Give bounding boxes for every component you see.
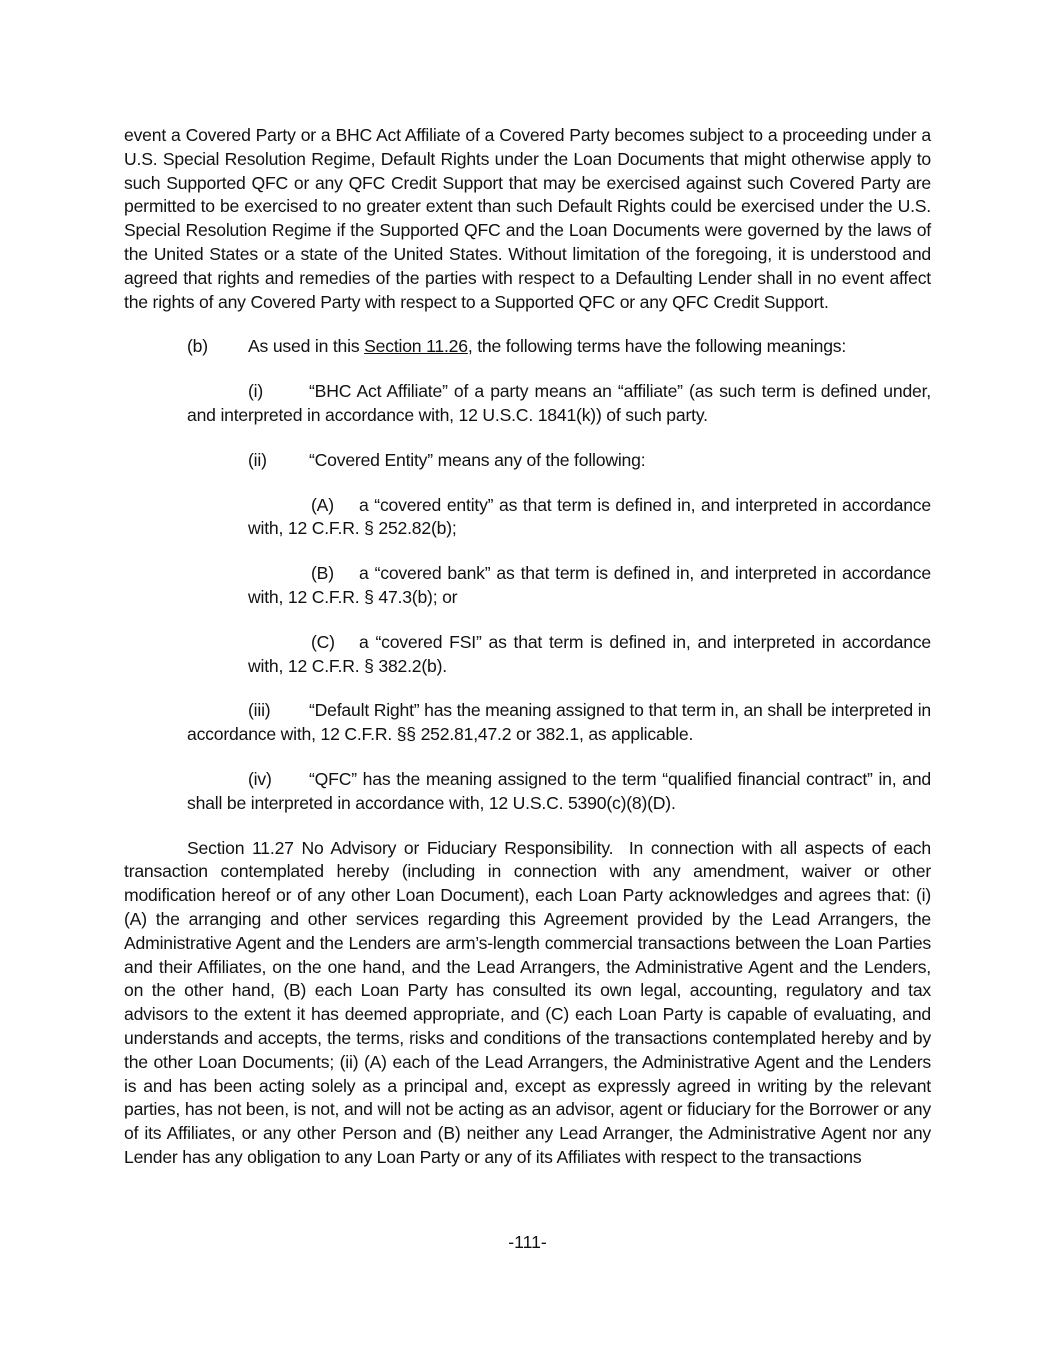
paragraph-b-post: , the following terms have the following meanings: xyxy=(467,336,847,357)
document-page xyxy=(124,124,931,1170)
section-11-27-text: In connection with all aspects of each transaction contemplated hereby (including in connection with any amendment, waiver or other modification hereof or of any other Loan Document), each Loan Party acknowledges and agrees that: (i) (A) the arranging and other services regarding this Agreement provided by the Lead Arrangers, the Administrative Agent and the Lenders are arm’s-length commercial transactions between the Loan Parties and their Affiliates, on the one hand, and the Lead Arrangers, the Administrative Agent and the Lenders, on the other hand, (B) each Loan Party has consulted its own legal, accounting, regulatory and tax advisors to the extent it has deemed appropriate, and (C) each Loan Party is capable of evaluating, and understands and accepts, the terms, risks and conditions of the transactions contemplated hereby and by the other Loan Documents; (ii) (A) each of the Lead Arrangers, the Administrative Agent and the Lenders is and has been acting solely as a principal and, except as expressly agreed in writing by the relevant parties, has not been, is not, and will not be acting as an advisor, agent or fiduciary for the Borrower or any of its Affiliates, or any other Person and (B) neither any Lead Arranger, the Administrative Agent nor any Lender has any obligation to any Loan Party or any of its Affiliates with respect to the transactions xyxy=(124,837,931,1167)
paragraph-continuation: event a Covered Party or a BHC Act Affiliate of a Covered Party becomes subject to a proceeding under a U.S. Special Resolution Regime, Default Rights under the Loan Documents that might otherwise apply to such Supported QFC or any QFC Credit Support that may be exercised against such Covered Party are permitted to be exercised to no greater extent than such Default Rights could be exercised under the U.S. Special Resolution Regime if the Supported QFC and the Loan Documents were governed by the laws of the United States or a state of the United States. Without limitation of the foregoing, it is understood and agreed that rights and remedies of the parties with respect to a Defaulting Lender shall in no event affect the rights of any Covered Party with respect to a Supported QFC or any QFC Credit Support. xyxy=(124,125,931,312)
label-iii: (iii) xyxy=(248,700,271,721)
definition-iii xyxy=(124,699,931,747)
section-reference-link: Section 11.26 xyxy=(364,336,468,357)
subitem-c xyxy=(124,631,931,679)
label-a: (A) xyxy=(311,494,334,515)
subitem-a xyxy=(124,494,931,542)
definition-iv-text: “QFC” has the meaning assigned to the term “qualified financial contract” in, and shall be interpreted in accordance with, 12 U.S.C. 5390(c)(8)(D). xyxy=(187,768,931,813)
section-11-27 xyxy=(124,837,931,1170)
label-b-sub: (B) xyxy=(311,563,334,584)
definition-ii xyxy=(124,449,931,473)
subitem-b-text: a “covered bank” as that term is defined in, and interpreted in accordance with, 12 C.F.R. § 47.3(b); or xyxy=(248,563,931,607)
definition-iii-text: “Default Right” has the meaning assigned to that term in, an shall be interpreted in accordance with, 12 C.F.R. §§ 252.81,47.2 or 382.1, as applicable. xyxy=(187,700,931,745)
label-i: (i) xyxy=(248,381,264,402)
paragraph-b-pre: As used in this xyxy=(248,336,365,357)
subitem-a-text: a “covered entity” as that term is defined in, and interpreted in accordance with, 12 C.F.R. § 252.82(b); xyxy=(248,494,931,539)
definition-ii-text: “Covered Entity” means any of the following: xyxy=(309,449,646,470)
label-ii: (ii) xyxy=(248,449,267,470)
label-c: (C) xyxy=(311,631,335,652)
section-heading: Section 11.27 No Advisory or Fiduciary Responsibility. xyxy=(187,837,614,858)
label-iv: (iv) xyxy=(248,768,272,789)
subitem-c-text: a “covered FSI” as that term is defined in, and interpreted in accordance with, 12 C.F.R. § 382.2(b). xyxy=(248,631,931,676)
paragraph-b xyxy=(124,335,931,359)
definition-i xyxy=(124,380,931,428)
label-b: (b) xyxy=(187,336,208,357)
subitem-b xyxy=(124,562,931,610)
page-number: -111- xyxy=(508,1232,547,1252)
definition-iv xyxy=(124,768,931,816)
definition-i-text: “BHC Act Affiliate” of a party means an “affiliate” (as such term is defined under, and interpreted in accordance with, 12 U.S.C. 1841(k)) of such party. xyxy=(187,381,931,425)
